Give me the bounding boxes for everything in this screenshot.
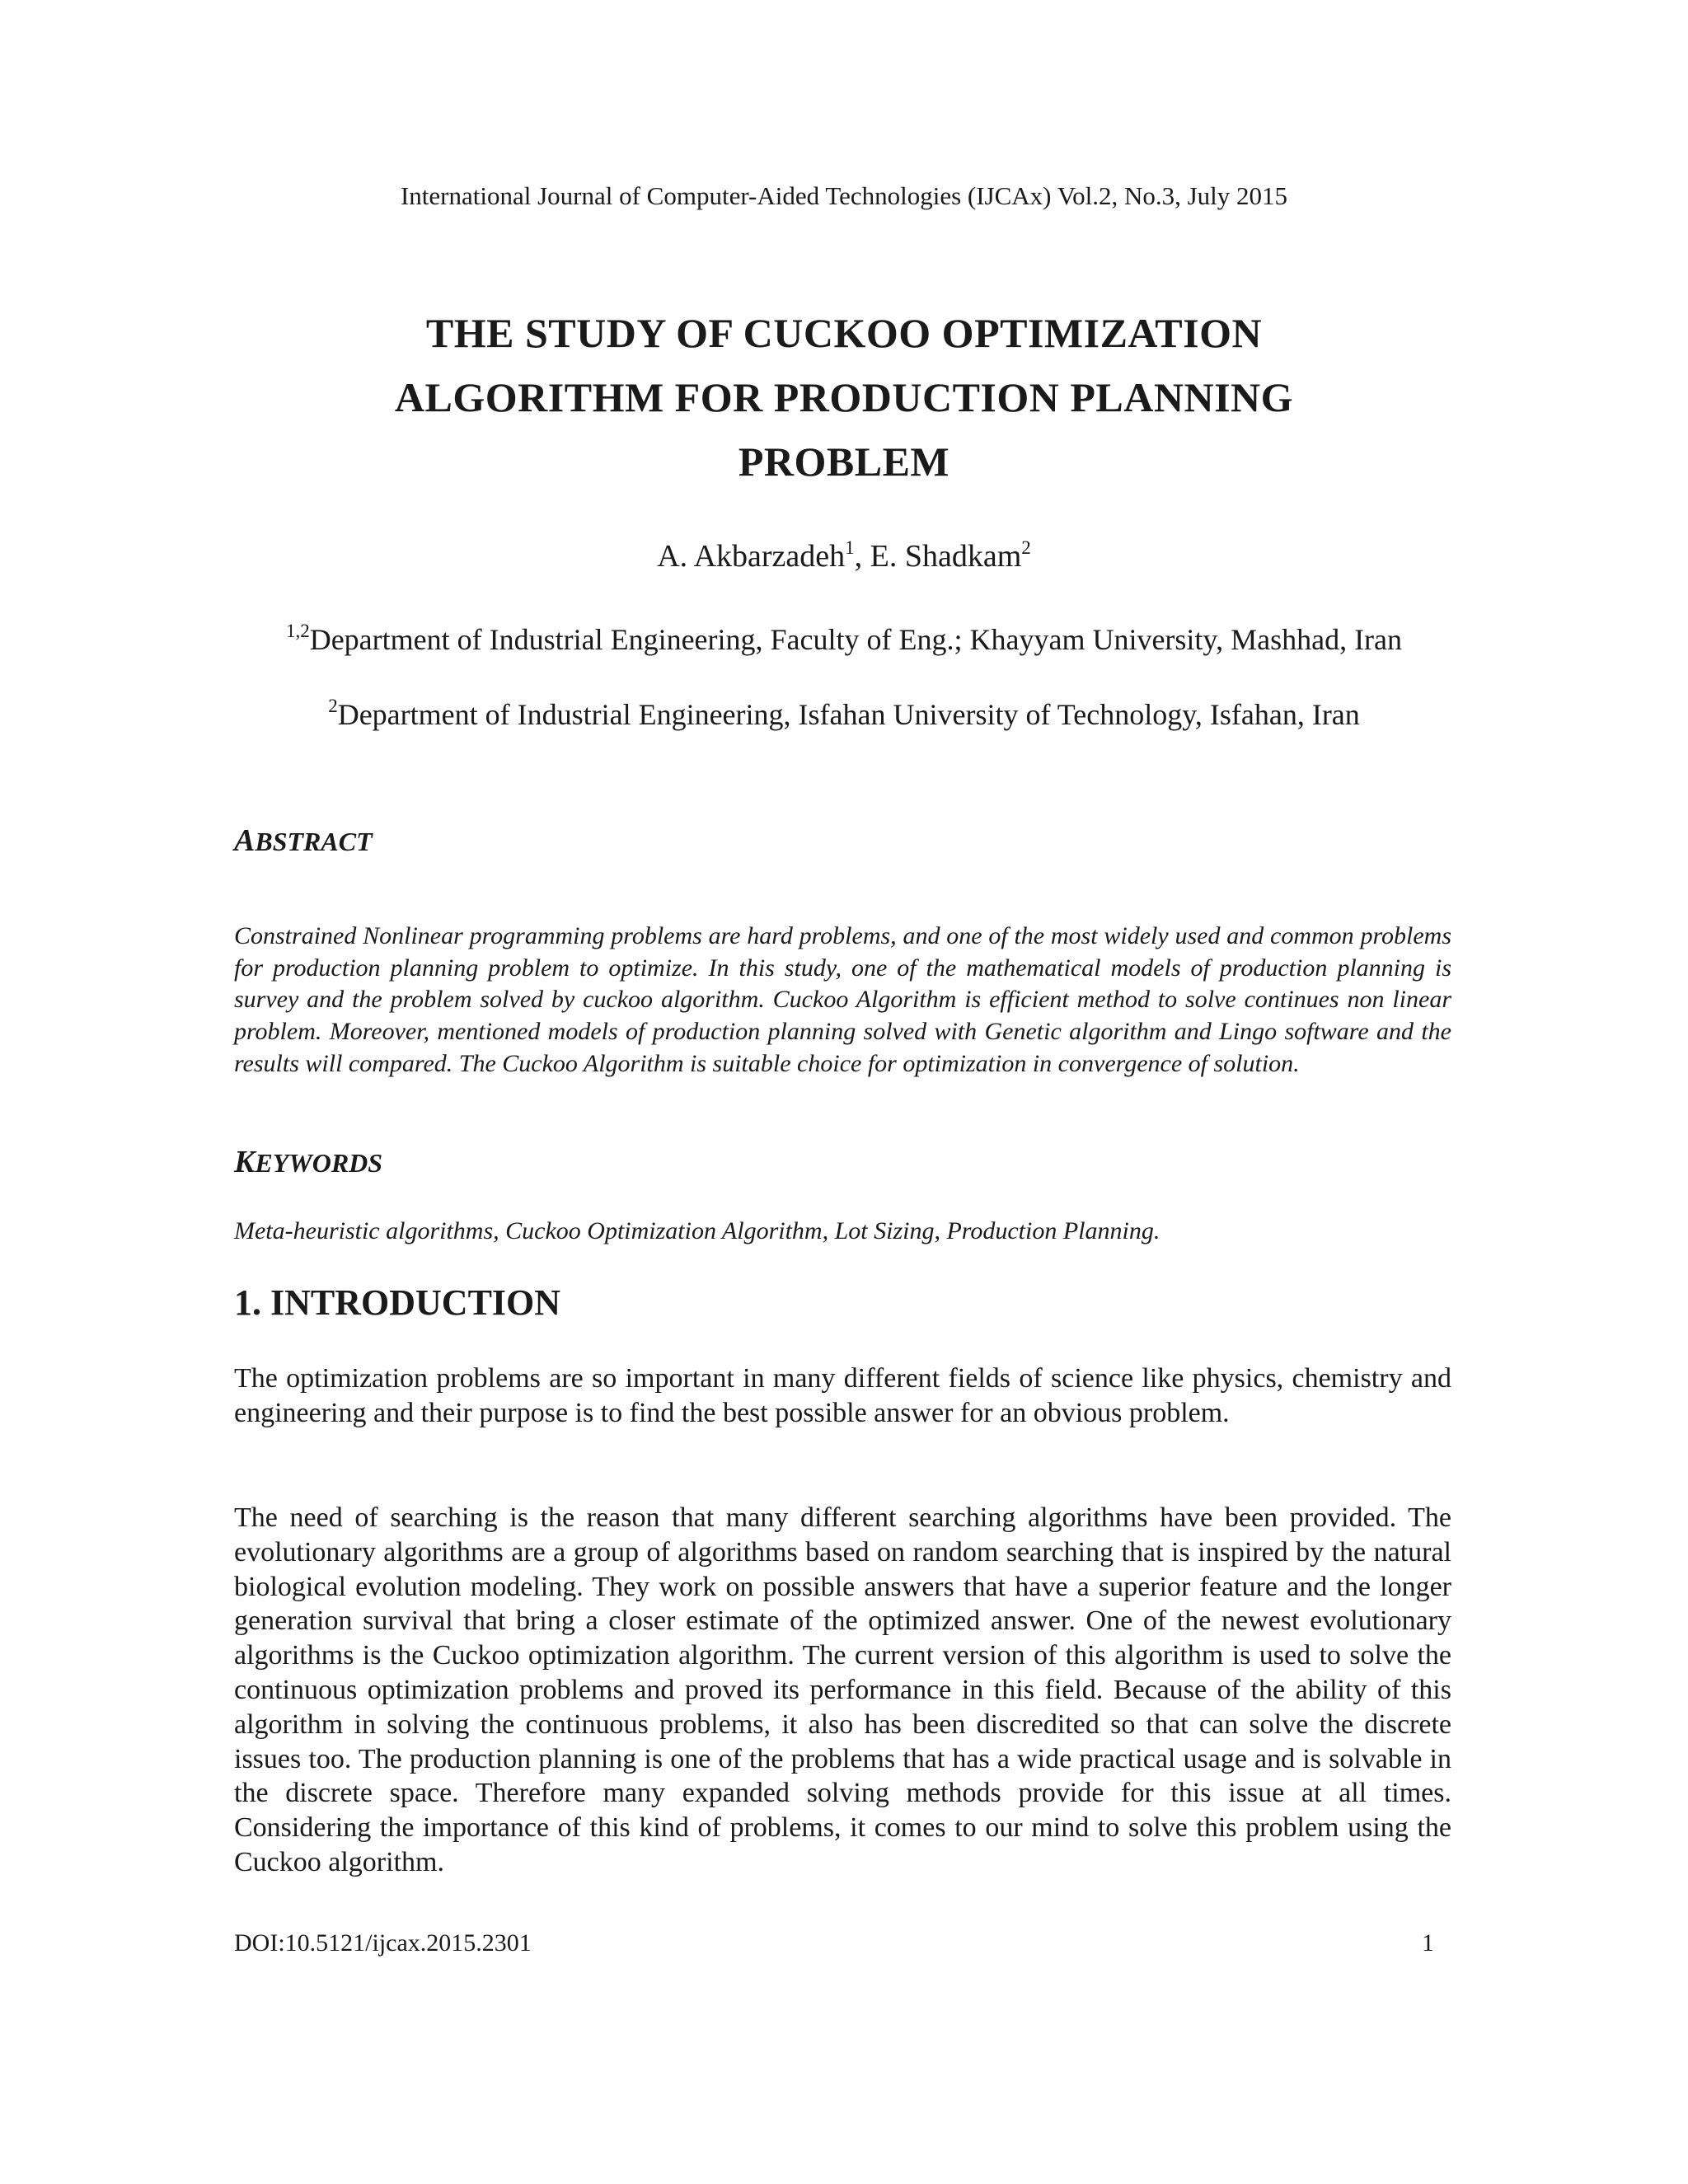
title-line-3: PROBLEM	[738, 438, 950, 485]
abstract-heading-initial: A	[234, 823, 256, 858]
abstract-heading	[234, 824, 373, 858]
paper-title	[267, 301, 1421, 494]
abstract-heading-rest: BSTRACT	[255, 827, 373, 856]
body-paragraph: The need of searching is the reason that many different searching algorithms have been provided. The evolutionary algorithms are a group of algorithms based on random searching that is inspired by the natural biological evolution modeling. They work on possible answers that have a superior feature and the longer generation survival that bring a closer estimate of the optimized answer. One of the newest evolutionary algorithms is the Cuckoo optimization algorithm. The current version of this algorithm is used to solve the continuous optimization problems and proved its performance in this field. Because of the ability of this algorithm in solving the continuous problems, it also has been discredited so that can solve the discrete issues too. The production planning is one of the problems that has a wide practical usage and is solvable in the discrete space. Therefore many expanded solving methods provide for this issue at all times. Considering the importance of this kind of problems, it comes to our mind to solve this problem using the Cuckoo algorithm.	[234, 1502, 1451, 1877]
affiliation-marker: 2	[328, 696, 338, 716]
keywords-text: Meta-heuristic algorithms, Cuckoo Optimization Algorithm, Lot Sizing, Production Planning.	[234, 1217, 1160, 1244]
keywords-heading-rest: EYWORDS	[255, 1148, 383, 1178]
author-name: E. Shadkam	[870, 539, 1022, 574]
journal-header: International Journal of Computer-Aided Technologies (IJCAx) Vol.2, No.3, July 2015	[400, 181, 1288, 210]
keywords-heading	[234, 1146, 382, 1179]
author-affiliation-marker: 1	[845, 537, 855, 558]
affiliation-text: Department of Industrial Engineering, Faculty of Eng.; Khayyam University, Mashhad, Iran	[309, 623, 1403, 656]
introduction-heading: 1. INTRODUCTION	[234, 1282, 561, 1323]
page-number: 1	[1422, 1929, 1434, 1957]
affiliation	[236, 621, 1452, 658]
title-line-1: THE STUDY OF CUCKOO OPTIMIZATION	[425, 310, 1263, 356]
author-list	[0, 536, 1688, 577]
affiliation-marker: 1,2	[285, 621, 310, 641]
title-line-2: ALGORITHM FOR PRODUCTION PLANNING	[394, 374, 1294, 420]
body-paragraph: The optimization problems are so important in many different fields of science like physics, chemistry and engineering and their purpose is to find the best possible answer for an obvious problem.	[234, 1363, 1451, 1428]
author-separator: ,	[854, 539, 870, 574]
doi-footer: DOI:10.5121/ijcax.2015.2301	[234, 1929, 532, 1957]
affiliation-text: Department of Industrial Engineering, Isfahan University of Technology, Isfahan, Iran	[337, 698, 1360, 731]
author-name: A. Akbarzadeh	[657, 539, 846, 574]
abstract-text: Constrained Nonlinear programming problems are hard problems, and one of the most widely used and common problems for production planning problem to optimize. In this study, one of the mathematical models of production planning is survey and the problem solved by cuckoo algorithm. Cuckoo Algorithm is efficient method to solve continues non linear problem. Moreover, mentioned models of production planning solved with Genetic algorithm and Lingo software and the results will compared. The Cuckoo Algorithm is suitable choice for optimization in convergence of solution.	[234, 922, 1451, 1077]
author-affiliation-marker: 2	[1021, 537, 1031, 558]
affiliation	[236, 696, 1452, 733]
keywords-heading-initial: K	[234, 1145, 256, 1179]
